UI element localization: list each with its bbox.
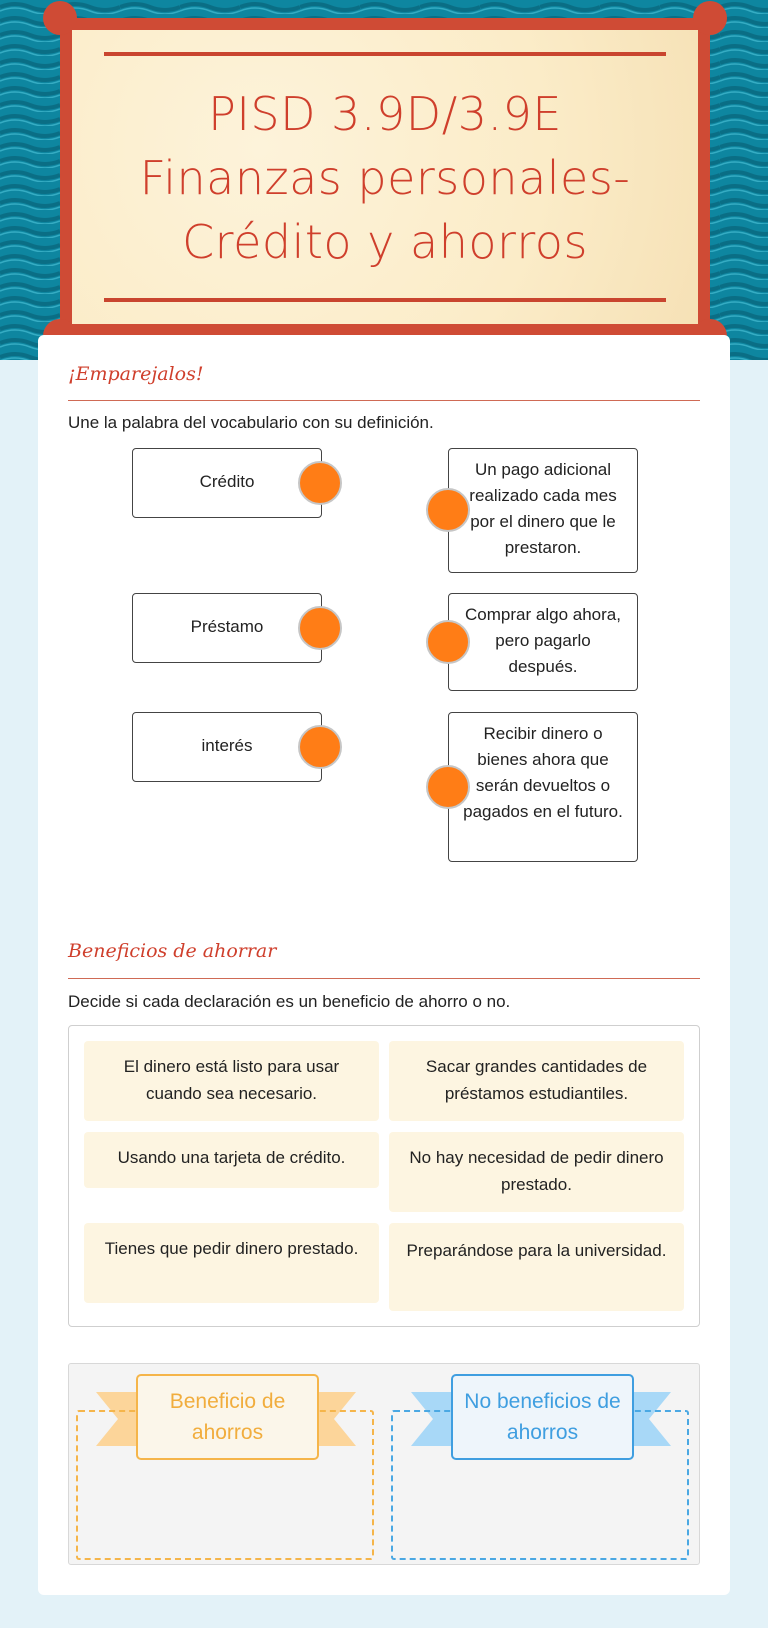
statement-text: Sacar grandes cantidades de préstamos estudiantiles.: [425, 1057, 648, 1103]
term-connector-dot[interactable]: [298, 606, 342, 650]
plaque-rule: [104, 52, 666, 56]
section-divider: [68, 400, 700, 401]
statement-card[interactable]: [84, 1223, 379, 1303]
term-connector-dot[interactable]: [298, 461, 342, 505]
plaque-face: [72, 30, 698, 324]
definition-connector-dot[interactable]: [426, 765, 470, 809]
title-plaque: [60, 18, 710, 336]
page-title: PISD 3.9D/3.9E Finanzas personales-Crédito y ahorros: [139, 87, 631, 269]
definition-card[interactable]: [448, 712, 638, 862]
term-credito[interactable]: [132, 448, 322, 518]
term-interes[interactable]: [132, 712, 322, 782]
worksheet-card: [38, 335, 730, 1595]
term-label: Préstamo: [190, 617, 264, 636]
term-label: Crédito: [199, 472, 255, 491]
statement-card[interactable]: [84, 1132, 379, 1188]
plaque-rule: [104, 298, 666, 302]
statement-text: Preparándose para la universidad.: [406, 1241, 667, 1260]
plaque-corner: [693, 1, 727, 35]
definition-text: Comprar algo ahora, pero pagarlo después.: [465, 605, 621, 676]
statement-text: No hay necesidad de pedir dinero prestado.: [409, 1148, 664, 1194]
statement-text: El dinero está listo para usar cuando sea necesario.: [123, 1057, 340, 1103]
definition-connector-dot[interactable]: [426, 620, 470, 664]
definition-card[interactable]: [448, 448, 638, 573]
statement-card[interactable]: [389, 1132, 684, 1212]
section-divider: [68, 978, 700, 979]
sorting-section-title: Beneficios de ahorrar: [68, 940, 277, 962]
statement-card[interactable]: [389, 1041, 684, 1121]
definition-connector-dot[interactable]: [426, 488, 470, 532]
term-label: interés: [201, 736, 253, 755]
statement-card[interactable]: [84, 1041, 379, 1121]
matching-section-title: ¡Emparejalos!: [68, 363, 204, 385]
statement-text: Usando una tarjeta de crédito.: [117, 1148, 346, 1167]
statement-pool: [68, 1025, 700, 1327]
definition-card[interactable]: [448, 593, 638, 691]
definition-text: Recibir dinero o bienes ahora que serán devueltos o pagados en el futuro.: [463, 724, 623, 821]
definition-text: Un pago adicional realizado cada mes por el dinero que le prestaron.: [469, 460, 617, 557]
bucket-label-no-beneficio: No beneficios de ahorros: [451, 1374, 634, 1460]
statement-card[interactable]: [389, 1223, 684, 1311]
bucket-label-beneficio: Beneficio de ahorros: [136, 1374, 319, 1460]
matching-instruction: Une la palabra del vocabulario con su definición.: [68, 413, 434, 432]
term-prestamo[interactable]: [132, 593, 322, 663]
term-connector-dot[interactable]: [298, 725, 342, 769]
statement-text: Tienes que pedir dinero prestado.: [104, 1239, 359, 1258]
sort-buckets: [68, 1363, 700, 1565]
sorting-instruction: Decide si cada declaración es un beneficio de ahorro o no.: [68, 992, 511, 1011]
